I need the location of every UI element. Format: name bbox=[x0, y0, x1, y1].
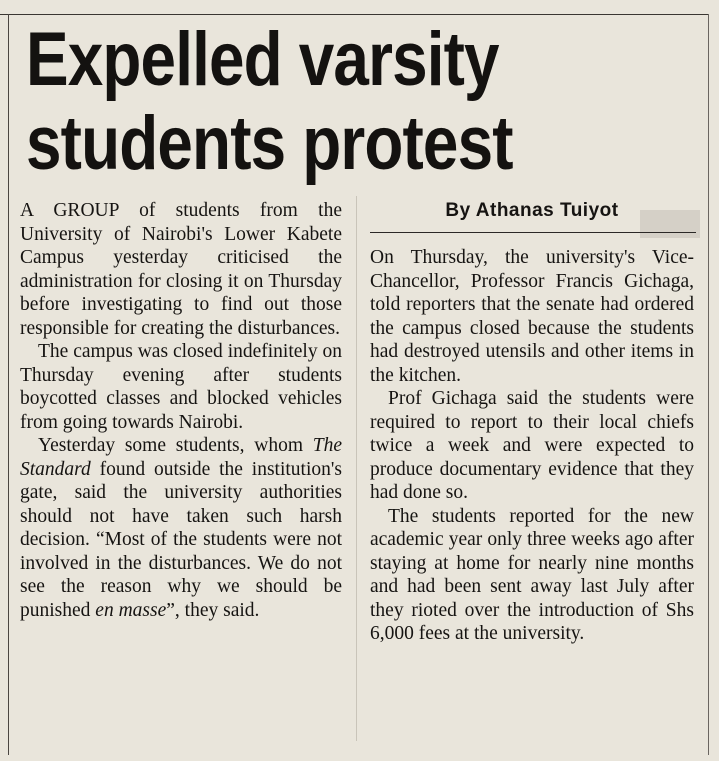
col1-p3-text-a: Yesterday some students, whom bbox=[38, 435, 313, 456]
col1-p3-text-b: found outside the institution's gate, said the university authorities should not have taken such harsh decision. “Most of the students were not involved in the disturbances. We do not see the reason why we should be punished bbox=[20, 458, 342, 621]
col1-paragraph-3 bbox=[20, 434, 342, 622]
col1-paragraph-1: A GROUP of students from the University of Nairobi's Lower Kabete Campus yesterday criticised the administration for closing it on Thursday before investigating to find out those responsible for creating the disturbances. bbox=[20, 200, 342, 339]
headline bbox=[26, 18, 597, 186]
newspaper-name: The Standard bbox=[20, 435, 342, 480]
col1-p3-text-c: ”, they said. bbox=[166, 599, 260, 621]
bleed-through-texture bbox=[610, 20, 706, 170]
col2-paragraph-3: The students reported for the new academic year only three weeks ago after staying at home for nearly nine months and had been sent away last July after they rioted over the introduction of Shs 6,000 fees at the university. bbox=[370, 505, 694, 644]
left-rule bbox=[8, 14, 9, 755]
column-1 bbox=[20, 199, 342, 622]
col2-paragraph-2: Prof Gichaga said the students were required to report to their local chiefs twice a week and were expected to produce documentary evidence that they had done so. bbox=[370, 388, 694, 503]
column-2 bbox=[370, 246, 694, 646]
byline-rule bbox=[370, 232, 696, 233]
column-separator bbox=[356, 196, 357, 741]
col2-paragraph-1: On Thursday, the university's Vice-Chancellor, Professor Francis Gichaga, told reporters that the senate had ordered the campus closed because the students had destroyed utensils and other items in the kitchen. bbox=[370, 247, 694, 386]
headline-line-1: Expelled varsity bbox=[26, 17, 499, 102]
latin-phrase: en masse bbox=[95, 599, 167, 621]
byline: By Athanas Tuiyot bbox=[445, 200, 619, 221]
col1-paragraph-2: The campus was closed indefinitely on Thursday evening after students boycotted classes and blocked vehicles from going towards Nairobi. bbox=[20, 341, 342, 433]
headline-line-2: students protest bbox=[26, 101, 513, 186]
right-rule bbox=[708, 14, 709, 755]
top-rule bbox=[0, 14, 709, 15]
